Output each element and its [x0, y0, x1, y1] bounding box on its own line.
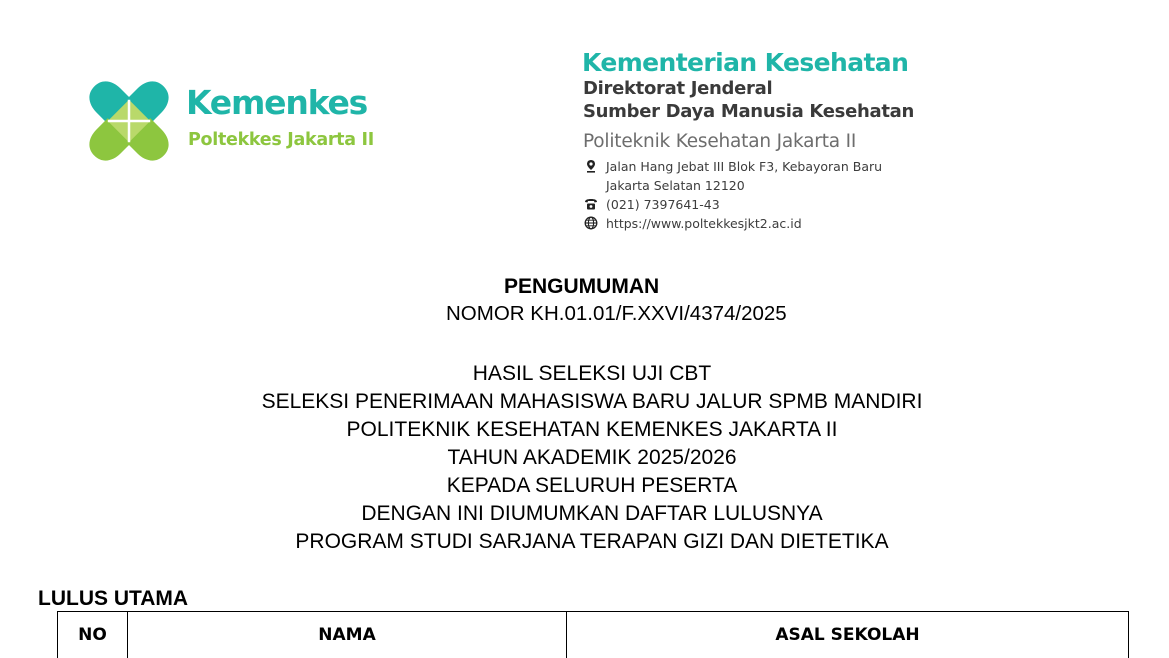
announcement-line: DENGAN INI DIUMUMKAN DAFTAR LULUSNYA	[0, 503, 1169, 524]
section-title: LULUS UTAMA	[38, 588, 188, 609]
table-header-row	[58, 612, 1129, 658]
telephone-icon	[584, 197, 598, 211]
directorate-line-2: Sumber Daya Manusia Kesehatan	[583, 103, 914, 121]
phone-number: (021) 7397641-43	[606, 199, 720, 212]
directorate-line-1: Direktorat Jenderal	[583, 80, 772, 98]
address-line-2: Jakarta Selatan 12120	[606, 180, 745, 193]
announcement-line: PROGRAM STUDI SARJANA TERAPAN GIZI DAN DIETETIKA	[0, 531, 1169, 552]
location-pin-icon	[584, 159, 598, 173]
column-header-no: NO	[58, 612, 128, 658]
announcement-line: POLITEKNIK KESEHATAN KEMENKES JAKARTA II	[0, 419, 1169, 440]
announcement-title: PENGUMUMAN	[504, 276, 659, 297]
kemenkes-logo-icon	[78, 66, 180, 176]
globe-icon	[584, 216, 598, 230]
logo-subtitle-text: Poltekkes Jakarta II	[188, 132, 374, 150]
ministry-name: Kementerian Kesehatan	[582, 50, 908, 75]
website-url: https://www.poltekkesjkt2.ac.id	[606, 218, 802, 231]
address-line-1: Jalan Hang Jebat III Blok F3, Kebayoran Baru	[606, 161, 882, 174]
logo-brand-text: Kemenkes	[186, 86, 367, 119]
column-header-asal-sekolah: ASAL SEKOLAH	[567, 612, 1129, 658]
announcement-line: KEPADA SELURUH PESERTA	[0, 475, 1169, 496]
announcement-number: NOMOR KH.01.01/F.XXVI/4374/2025	[446, 304, 787, 325]
announcement-line: SELEKSI PENERIMAAN MAHASISWA BARU JALUR SPMB MANDIRI	[0, 391, 1169, 412]
announcement-line: HASIL SELEKSI UJI CBT	[0, 363, 1169, 384]
results-table	[57, 611, 1129, 658]
announcement-line: TAHUN AKADEMIK 2025/2026	[0, 447, 1169, 468]
institution-name: Politeknik Kesehatan Jakarta II	[583, 133, 856, 152]
column-header-nama: NAMA	[128, 612, 567, 658]
